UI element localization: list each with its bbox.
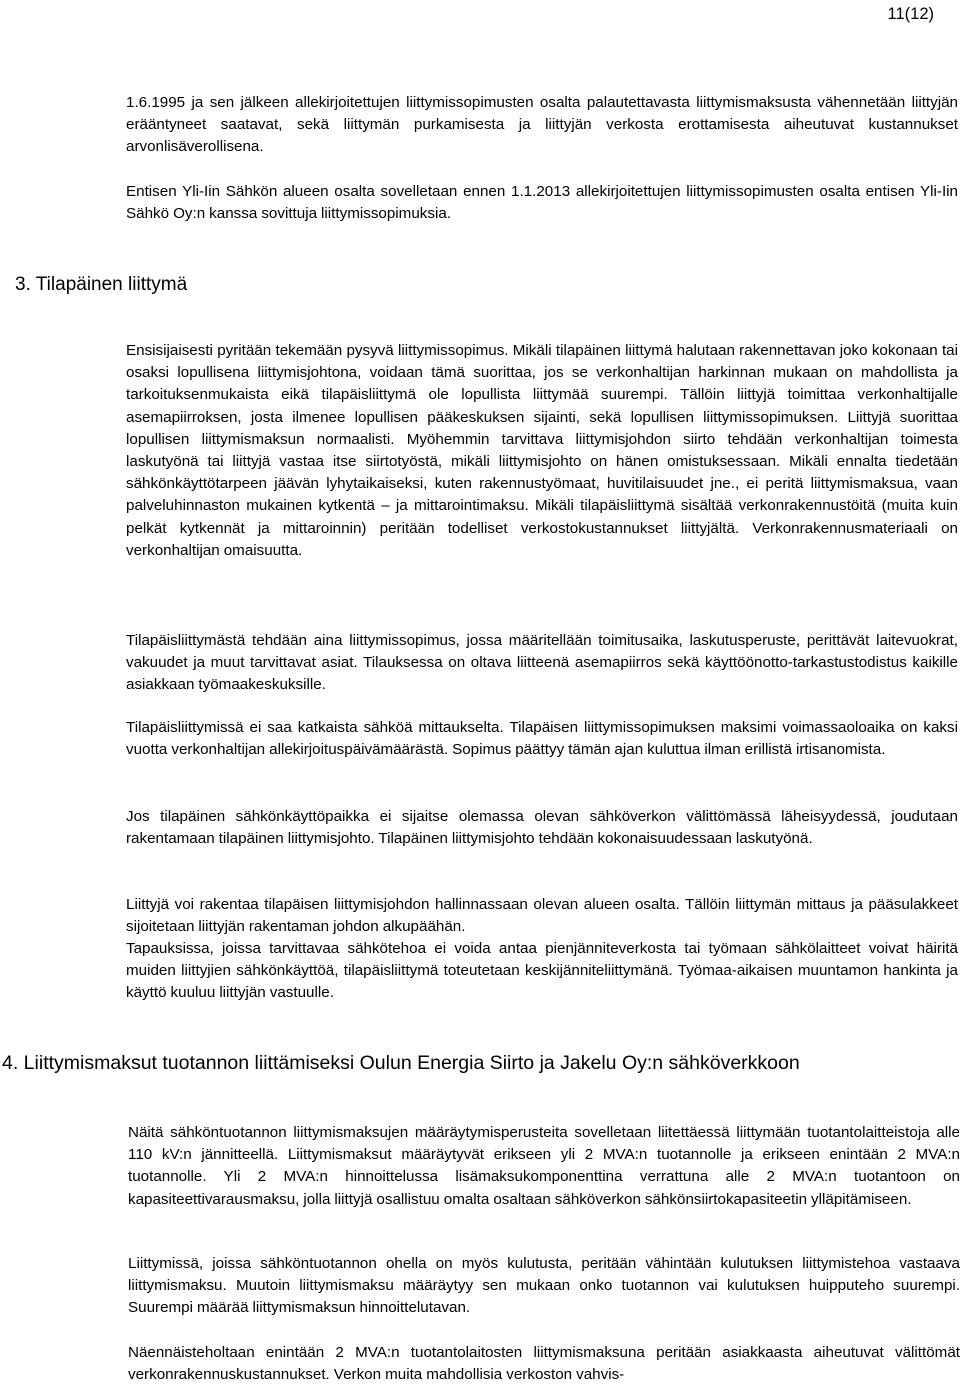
section-3-paragraph-2: Tilapäisliittymästä tehdään aina liittymissopimus, jossa määritellään toimitusaika, laskutusperuste, perittävät laitevuokrat, vakuudet ja muut tarvittavat asiat. Tilauksessa on oltava liitteenä asemapiirros sekä käyttöönotto-tarkastustodistus kaikille asiakkaan työmaakeskuksille. [126,632,958,694]
page-number: 11(12) [887,5,934,23]
section-3-paragraph-6: Tapauksissa, joissa tarvittavaa sähkötehoa ei voida antaa pienjänniteverkosta tai työmaan sähkölaitteet voivat häiritä muiden liittyjien sähkönkäyttöä, tilapäisliittymä toteutetaan keskijänniteliittymänä. Työmaa-aikaisen muuntamon hankinta ja käyttö kuuluu liittyjän vastuulle. [126,940,958,1002]
section-4-paragraph-2: Liittymissä, joissa sähköntuotannon ohella on myös kulutusta, peritään vähintään kulutuksen liittymistehoa vastaava liittymismaksu. Muutoin liittymismaksu määräytyy sen mukaan onko tuotannon vai kulutuksen huipputeho suurempi. Suurempi määrää liittymismaksun hinnoittelutavan. [128,1255,960,1317]
section-3-paragraph-4: Jos tilapäinen sähkönkäyttöpaikka ei sijaitse olemassa olevan sähköverkon välittömässä läheisyydessä, joudutaan rakentamaan tilapäinen liittymisjohto. Tilapäinen liittymisjohto tehdään kokonaisuudessaan laskutyönä. [126,808,958,848]
section-4-paragraph-3: Näennäisteholtaan enintään 2 MVA:n tuotantolaitosten liittymismaksuna peritään asiakkaasta aiheutuvat välittömät verkonrakennuskustannukset. Verkon muita mahdollisia verkoston vahvis- [128,1344,960,1384]
section-4-heading: 4. Liittymismaksut tuotannon liittämiseksi Oulun Energia Siirto ja Jakelu Oy:n sähköverkkoon [2,1052,800,1074]
section-3-paragraph-3: Tilapäisliittymissä ei saa katkaista sähköä mittaukselta. Tilapäisen liittymissopimuksen maksimi voimassaoloaika on kaksi vuotta verkonhaltijan allekirjoituspäivämäärästä. Sopimus päättyy tämän ajan kuluttua ilman erillistä irtisanomista. [126,719,958,759]
intro-paragraph-2: Entisen Yli-Iin Sähkön alueen osalta sovelletaan ennen 1.1.2013 allekirjoitettujen liittymissopimusten osalta entisen Yli-Iin Sähkö Oy:n kanssa sovittuja liittymissopimuksia. [126,183,958,223]
section-4-paragraph-1: Näitä sähköntuotannon liittymismaksujen määräytymisperusteita sovelletaan liitettäessä liittymään tuotantolaitteistoja alle 110 kV:n jännitteellä. Liittymismaksut määräytyvät erikseen yli 2 MVA:n tuotannolle ja erikseen enintään 2 MVA:n tuotannolle. Yli 2 MVA:n hinnoittelussa lisämaksukomponenttina verrattuna alle 2 MVA:n tuotantoon on kapasiteettivarausmaksu, jolla liittyjä osallistuu omalta osaltaan sähköverkon sähkönsiirtokapasiteetin ylläpitämiseen. [128,1124,960,1208]
intro-paragraph-1: 1.6.1995 ja sen jälkeen allekirjoitettujen liittymissopimusten osalta palautettavasta liittymismaksusta vähennetään liittyjän erääntyneet saatavat, sekä liittymän purkamisesta ja liittyjän verkosta erottamisesta aiheutuvat kustannukset arvonlisäverollisena. [126,94,958,156]
section-3-paragraph-5: Liittyjä voi rakentaa tilapäisen liittymisjohdon hallinnassaan olevan alueen osalta. Tällöin liittymän mittaus ja pääsulakkeet sijoitetaan liittyjän rakentaman johdon alkupäähän. [126,896,958,936]
section-3-paragraph-1: Ensisijaisesti pyritään tekemään pysyvä liittymissopimus. Mikäli tilapäinen liittymä halutaan rakennettavan joko kokonaan tai osaksi lopullisena liittymisjohtona, voidaan tämä suorittaa, jos se verkonhaltijan harkinnan mukaan on mahdollista ja tarkoituksenmukaista eikä tilapäisliittymä ole lopullista liittymää suurempi. Tällöin liittyjä toimittaa verkonhaltijalle asemapiirroksen, josta ilmenee lopullisen pääkeskuksen sijainti, sekä lopullisen liittymissopimuksen. Liittyjä suorittaa lopullisen liittymismaksun normaalisti. Myöhemmin tarvittava liittymisjohdon siirto tehdään verkonhaltijan toimesta laskutyönä tai liittyjä vastaa itse siirtotyöstä, mikäli liittymisjohto on hänen omistuksessaan. Mikäli ennalta tiedetään sähkönkäyttötarpeen jäävän lyhytaikaiseksi, kuten rakennustyömaat, huvitilaisuudet jne., ei peritä liittymismaksua, vaan palveluhinnaston mukainen kytkentä – ja mittarointimaksu. Mikäli tilapäisliittymä sisältää verkonrakennustöitä (muita kuin pelkät kytkennät ja mittaroinnin) peritään todelliset verkostokustannukset liittyjältä. Verkonrakennusmateriaali on verkonhaltijan omaisuutta. [126,342,958,559]
section-3-heading: 3. Tilapäinen liittymä [15,274,188,295]
